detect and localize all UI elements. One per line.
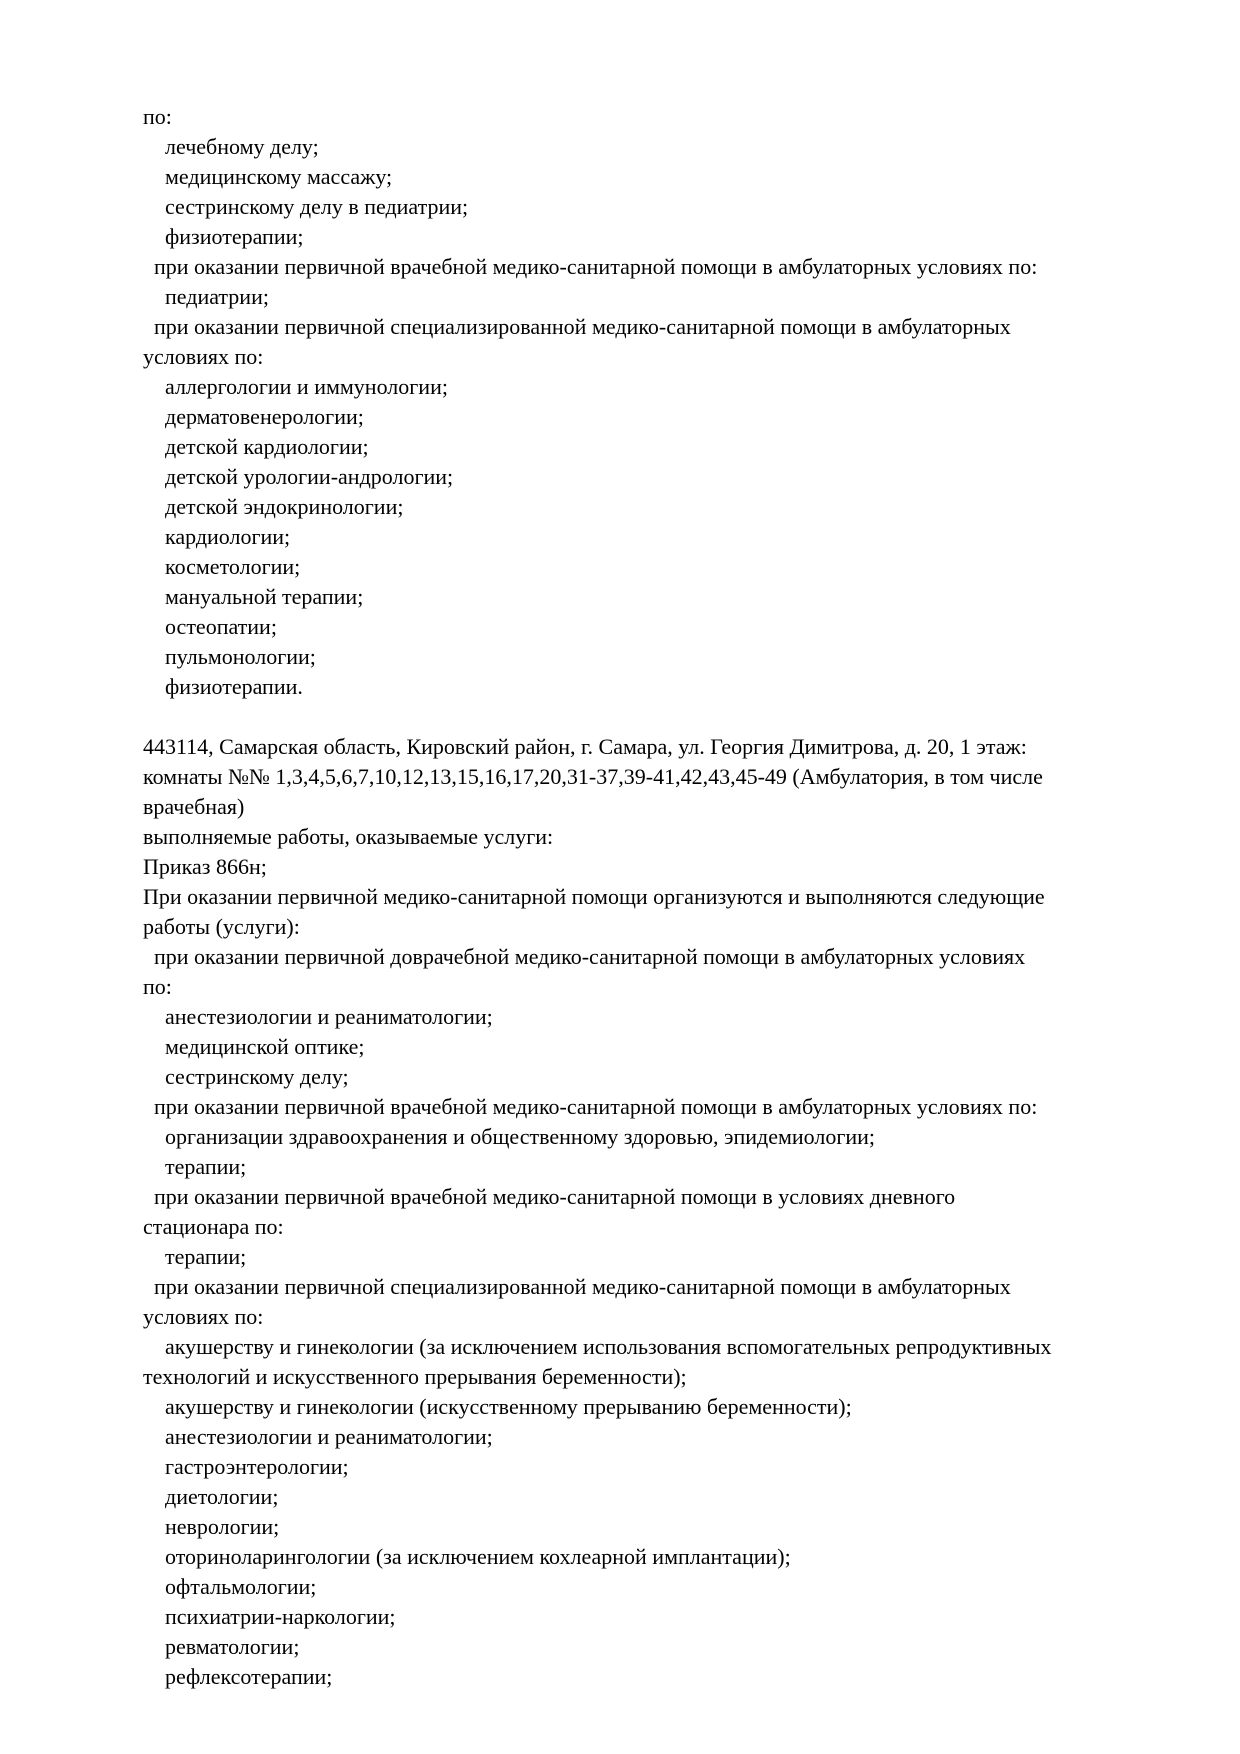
text-line: кардиологии;: [165, 524, 291, 549]
text-line: гастроэнтерологии;: [165, 1454, 349, 1479]
text-line: медицинскому массажу;: [165, 164, 393, 189]
text-line: педиатрии;: [165, 284, 269, 309]
text-line: психиатрии-наркологии;: [165, 1604, 396, 1629]
text-line: терапии;: [165, 1154, 247, 1179]
text-line: сестринскому делу в педиатрии;: [165, 194, 469, 219]
text-line: при оказании первичной врачебной медико-санитарной помощи в амбулаторных условиях по:: [154, 254, 1038, 279]
text-line: работы (услуги):: [143, 914, 300, 939]
text-line: сестринскому делу;: [165, 1064, 349, 1089]
text-line: остеопатии;: [165, 614, 277, 639]
text-line: стационара по:: [143, 1214, 284, 1239]
text-line: детской кардиологии;: [165, 434, 369, 459]
text-line: комнаты №№ 1,3,4,5,6,7,10,12,13,15,16,17,20,31-37,39-41,42,43,45-49 (Амбулатория, в том числе: [143, 764, 1043, 789]
text-line: Приказ 866н;: [143, 854, 267, 879]
blank-line: [143, 702, 1153, 732]
text-line: физиотерапии;: [165, 224, 304, 249]
text-line: оториноларингологии (за исключением кохлеарной имплантации);: [165, 1544, 791, 1569]
text-line: анестезиологии и реаниматологии;: [165, 1004, 493, 1029]
text-line: рефлексотерапии;: [165, 1664, 333, 1689]
text-line: физиотерапии.: [165, 674, 303, 699]
document-text-block: [143, 102, 1153, 1692]
text-line: лечебному делу;: [165, 134, 319, 159]
text-line: при оказании первичной врачебной медико-санитарной помощи в условиях дневного: [154, 1184, 956, 1209]
text-line: условиях по:: [143, 1304, 264, 1329]
text-line: по:: [143, 104, 172, 129]
text-line: при оказании первичной доврачебной медико-санитарной помощи в амбулаторных условиях: [154, 944, 1026, 969]
text-line: детской эндокринологии;: [165, 494, 404, 519]
text-line: мануальной терапии;: [165, 584, 364, 609]
text-line: терапии;: [165, 1244, 247, 1269]
text-line: акушерству и гинекологии (искусственному прерыванию беременности);: [165, 1394, 852, 1419]
text-line: При оказании первичной медико-санитарной помощи организуются и выполняются следующие: [143, 884, 1045, 909]
text-line: 443114, Самарская область, Кировский район, г. Самара, ул. Георгия Димитрова, д. 20, 1 этаж:: [143, 734, 1027, 759]
text-line: офтальмологии;: [165, 1574, 317, 1599]
text-line: анестезиологии и реаниматологии;: [165, 1424, 493, 1449]
text-line: условиях по:: [143, 344, 264, 369]
text-line: при оказании первичной специализированной медико-санитарной помощи в амбулаторных: [154, 314, 1011, 339]
text-line: по:: [143, 974, 172, 999]
text-line: выполняемые работы, оказываемые услуги:: [143, 824, 554, 849]
text-line: пульмонологии;: [165, 644, 316, 669]
text-line: медицинской оптике;: [165, 1034, 365, 1059]
text-line: организации здравоохранения и общественному здоровью, эпидемиологии;: [165, 1124, 876, 1149]
text-line: врачебная): [143, 794, 245, 819]
text-line: диетологии;: [165, 1484, 279, 1509]
text-line: технологий и искусственного прерывания беременности);: [143, 1364, 687, 1389]
text-line: неврологии;: [165, 1514, 280, 1539]
text-line: ревматологии;: [165, 1634, 300, 1659]
text-line: косметологии;: [165, 554, 301, 579]
text-line: детской урологии-андрологии;: [165, 464, 454, 489]
text-line: при оказании первичной специализированной медико-санитарной помощи в амбулаторных: [154, 1274, 1011, 1299]
text-line: акушерству и гинекологии (за исключением использования вспомогательных репродуктивных: [165, 1334, 1052, 1359]
text-line: аллергологии и иммунологии;: [165, 374, 448, 399]
text-line: дерматовенерологии;: [165, 404, 364, 429]
text-line: при оказании первичной врачебной медико-санитарной помощи в амбулаторных условиях по:: [154, 1094, 1038, 1119]
